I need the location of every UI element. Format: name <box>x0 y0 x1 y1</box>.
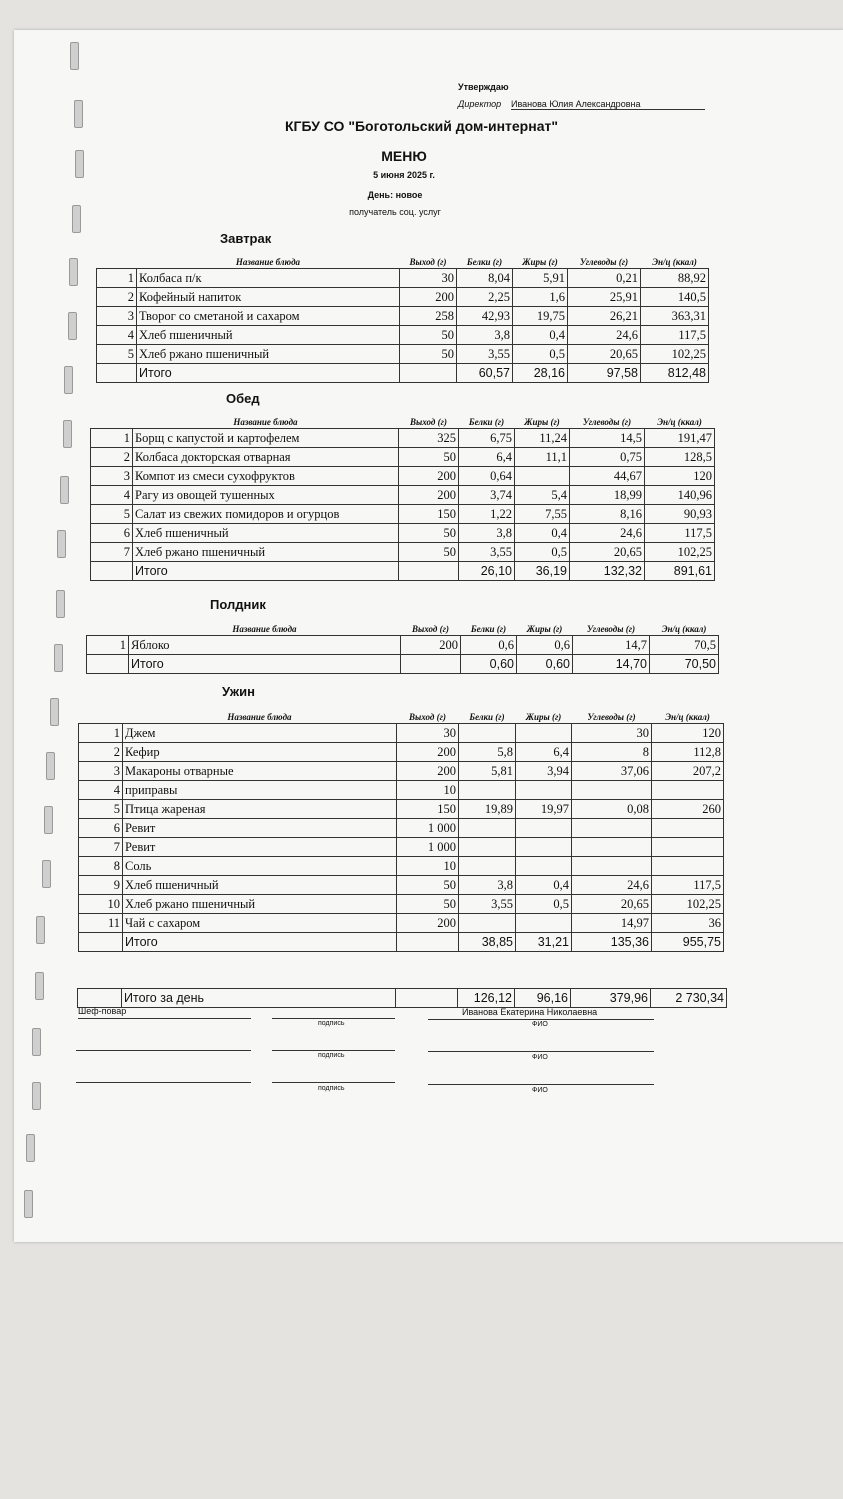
row-number: 2 <box>91 448 133 467</box>
total-protein: 0,60 <box>461 655 517 674</box>
dish-name: Кефир <box>123 743 397 762</box>
row-number: 7 <box>91 543 133 562</box>
dish-energy <box>652 838 724 857</box>
dish-energy: 120 <box>645 467 715 486</box>
dish-protein: 3,55 <box>457 345 513 364</box>
dish-yield: 325 <box>399 429 459 448</box>
dish-energy: 191,47 <box>645 429 715 448</box>
table-header <box>87 623 719 636</box>
row-number: 7 <box>79 838 123 857</box>
dish-energy: 117,5 <box>652 876 724 895</box>
dish-fat: 5,91 <box>513 269 568 288</box>
dish-protein: 3,55 <box>459 543 515 562</box>
dish-yield: 10 <box>397 857 459 876</box>
dish-protein: 0,64 <box>459 467 515 486</box>
fio-caption: ФИО <box>532 1021 548 1028</box>
dish-carbs: 44,67 <box>570 467 645 486</box>
row-number: 3 <box>97 307 137 326</box>
dish-carbs: 24,6 <box>568 326 641 345</box>
table-row <box>79 838 724 857</box>
dish-protein <box>459 724 516 743</box>
dish-protein: 3,55 <box>459 895 516 914</box>
table-row <box>97 326 709 345</box>
col-protein-header: Белки (г) <box>468 417 505 427</box>
row-number: 4 <box>79 781 123 800</box>
day-total-energy: 2 730,34 <box>651 989 727 1008</box>
dish-fat: 6,4 <box>516 743 572 762</box>
dish-yield: 50 <box>400 326 457 345</box>
dish-name: Колбаса докторская отварная <box>133 448 399 467</box>
col-energy-header: Эн/ц (ккал) <box>665 712 710 722</box>
row-number: 11 <box>79 914 123 933</box>
col-carbs-header: Углеводы (г) <box>586 624 636 634</box>
dish-carbs: 20,65 <box>570 543 645 562</box>
total-label: Итого <box>137 364 400 383</box>
dish-name: Хлеб ржано пшеничный <box>137 345 400 364</box>
table-row <box>79 800 724 819</box>
dish-name: Хлеб пшеничный <box>133 524 399 543</box>
dish-carbs: 24,6 <box>572 876 652 895</box>
dish-yield: 30 <box>400 269 457 288</box>
col-protein-header: Белки (г) <box>470 624 507 634</box>
dish-yield: 30 <box>397 724 459 743</box>
dish-name: приправы <box>123 781 397 800</box>
dish-yield: 150 <box>399 505 459 524</box>
dish-energy: 120 <box>652 724 724 743</box>
table-row <box>97 345 709 364</box>
dish-fat <box>516 857 572 876</box>
dish-energy: 140,96 <box>645 486 715 505</box>
col-protein-header: Белки (г) <box>469 712 505 722</box>
dish-protein <box>459 819 516 838</box>
dish-carbs: 18,99 <box>570 486 645 505</box>
dish-carbs <box>572 819 652 838</box>
sign-caption: подпись <box>318 1085 345 1092</box>
dish-fat: 0,4 <box>513 326 568 345</box>
menu-day: День: новое <box>367 190 423 200</box>
dish-fat <box>515 467 570 486</box>
dish-energy: 90,93 <box>645 505 715 524</box>
dish-yield: 50 <box>399 448 459 467</box>
dish-fat: 11,1 <box>515 448 570 467</box>
total-carbs: 14,70 <box>573 655 650 674</box>
col-carbs-header: Углеводы (г) <box>579 257 629 267</box>
total-carbs: 97,58 <box>568 364 641 383</box>
dish-yield: 50 <box>399 524 459 543</box>
table-row <box>91 429 715 448</box>
row-number: 6 <box>91 524 133 543</box>
dish-protein <box>459 838 516 857</box>
dish-yield: 50 <box>399 543 459 562</box>
day-total-label: Итого за день <box>122 989 396 1008</box>
total-row <box>79 933 724 952</box>
col-energy-header: Эн/ц (ккал) <box>657 417 702 427</box>
col-yield-header: Выход (г) <box>410 417 447 427</box>
row-number: 2 <box>97 288 137 307</box>
col-yield-header: Выход (г) <box>412 624 449 634</box>
dish-carbs: 20,65 <box>568 345 641 364</box>
dish-name: Хлеб пшеничный <box>137 326 400 345</box>
snack-table <box>86 623 719 674</box>
table-row <box>79 876 724 895</box>
day-total-table <box>77 988 727 1008</box>
dish-fat <box>516 838 572 857</box>
row-number: 3 <box>91 467 133 486</box>
chef-name: Иванова Екатерина Николаевна <box>462 1007 598 1017</box>
col-fat-header: Жиры (г) <box>525 712 562 722</box>
dish-protein: 5,8 <box>459 743 516 762</box>
total-label: Итого <box>133 562 399 581</box>
table-row <box>79 743 724 762</box>
dish-fat: 0,4 <box>515 524 570 543</box>
table-row <box>91 486 715 505</box>
row-number: 10 <box>79 895 123 914</box>
lunch-table <box>90 416 715 581</box>
day-total-fat: 96,16 <box>515 989 571 1008</box>
dish-name: Борщ с капустой и картофелем <box>133 429 399 448</box>
fio-caption: ФИО <box>532 1087 548 1094</box>
dish-protein: 2,25 <box>457 288 513 307</box>
dish-name: Хлеб ржано пшеничный <box>133 543 399 562</box>
dish-protein: 3,74 <box>459 486 515 505</box>
dish-energy: 117,5 <box>641 326 709 345</box>
dish-protein: 0,6 <box>461 636 517 655</box>
total-energy: 955,75 <box>652 933 724 952</box>
dish-energy: 88,92 <box>641 269 709 288</box>
col-name-header: Название блюда <box>232 624 297 634</box>
table-header <box>91 416 715 429</box>
dish-energy: 363,31 <box>641 307 709 326</box>
dish-fat: 7,55 <box>515 505 570 524</box>
dish-fat <box>516 914 572 933</box>
dish-protein <box>459 914 516 933</box>
dish-carbs: 8,16 <box>570 505 645 524</box>
dish-energy <box>652 781 724 800</box>
dish-name: Колбаса п/к <box>137 269 400 288</box>
row-number: 1 <box>79 724 123 743</box>
total-carbs: 135,36 <box>572 933 652 952</box>
total-energy: 891,61 <box>645 562 715 581</box>
dinner-table <box>78 711 724 952</box>
col-carbs-header: Углеводы (г) <box>582 417 632 427</box>
dish-name: Компот из смеси сухофруктов <box>133 467 399 486</box>
dish-name: Салат из свежих помидоров и огурцов <box>133 505 399 524</box>
table-row <box>97 269 709 288</box>
dish-yield: 200 <box>397 914 459 933</box>
row-number: 5 <box>79 800 123 819</box>
row-number: 8 <box>79 857 123 876</box>
dish-name: Хлеб ржано пшеничный <box>123 895 397 914</box>
total-energy: 812,48 <box>641 364 709 383</box>
dish-yield: 1 000 <box>397 838 459 857</box>
chef-label: Шеф-повар <box>78 1006 127 1016</box>
dish-carbs: 26,21 <box>568 307 641 326</box>
dish-protein <box>459 857 516 876</box>
dish-fat: 3,94 <box>516 762 572 781</box>
dish-energy: 128,5 <box>645 448 715 467</box>
dish-yield: 200 <box>397 762 459 781</box>
dish-yield: 50 <box>400 345 457 364</box>
day-total-protein: 126,12 <box>458 989 515 1008</box>
dish-energy: 117,5 <box>645 524 715 543</box>
organization-name: КГБУ СО "Боготольский дом-интернат" <box>285 118 558 134</box>
total-energy: 70,50 <box>650 655 719 674</box>
dish-yield: 150 <box>397 800 459 819</box>
dish-yield: 200 <box>397 743 459 762</box>
col-name-header: Название блюда <box>233 417 298 427</box>
row-number: 9 <box>79 876 123 895</box>
dish-name: Хлеб пшеничный <box>123 876 397 895</box>
total-protein: 38,85 <box>459 933 516 952</box>
col-fat-header: Жиры (г) <box>524 417 560 427</box>
dish-carbs: 14,7 <box>573 636 650 655</box>
table-row <box>91 543 715 562</box>
day-total-row <box>78 989 727 1008</box>
dish-energy <box>652 819 724 838</box>
breakfast-table <box>96 256 709 383</box>
dish-fat: 19,75 <box>513 307 568 326</box>
dish-yield: 10 <box>397 781 459 800</box>
dinner-title: Ужин <box>222 684 255 699</box>
col-protein-header: Белки (г) <box>466 257 503 267</box>
dish-energy: 260 <box>652 800 724 819</box>
dish-energy <box>652 857 724 876</box>
page-title: МЕНЮ <box>381 148 427 164</box>
dish-name: Соль <box>123 857 397 876</box>
table-row <box>91 505 715 524</box>
dish-fat: 0,5 <box>513 345 568 364</box>
dish-fat: 0,4 <box>516 876 572 895</box>
dish-protein <box>459 781 516 800</box>
table-row <box>97 288 709 307</box>
dish-protein: 3,8 <box>459 876 516 895</box>
col-fat-header: Жиры (г) <box>522 257 558 267</box>
table-row <box>79 762 724 781</box>
dish-carbs <box>572 781 652 800</box>
dish-carbs: 0,08 <box>572 800 652 819</box>
col-name-header: Название блюда <box>235 257 301 267</box>
col-name-header: Название блюда <box>227 712 292 722</box>
total-row <box>97 364 709 383</box>
dish-energy: 140,5 <box>641 288 709 307</box>
dish-fat <box>516 724 572 743</box>
total-row <box>91 562 715 581</box>
total-label: Итого <box>123 933 397 952</box>
col-yield-header: Выход (г) <box>409 257 447 267</box>
dish-name: Макароны отварные <box>123 762 397 781</box>
dish-carbs <box>572 838 652 857</box>
fio-caption: ФИО <box>532 1054 548 1061</box>
dish-fat: 0,5 <box>515 543 570 562</box>
row-number: 5 <box>97 345 137 364</box>
dish-name: Яблоко <box>129 636 401 655</box>
col-fat-header: Жиры (г) <box>526 624 563 634</box>
total-fat: 0,60 <box>517 655 573 674</box>
dish-carbs: 0,21 <box>568 269 641 288</box>
dish-fat: 19,97 <box>516 800 572 819</box>
dish-protein: 6,4 <box>459 448 515 467</box>
approve-label: Утверждаю <box>458 82 509 92</box>
table-row <box>91 448 715 467</box>
table-row <box>97 307 709 326</box>
row-number: 6 <box>79 819 123 838</box>
col-yield-header: Выход (г) <box>409 712 446 722</box>
dish-energy: 70,5 <box>650 636 719 655</box>
total-protein: 26,10 <box>459 562 515 581</box>
dish-carbs: 25,91 <box>568 288 641 307</box>
row-number: 1 <box>91 429 133 448</box>
sign-caption: подпись <box>318 1052 345 1059</box>
menu-date: 5 июня 2025 г. <box>373 170 435 180</box>
sign-caption: подпись <box>318 1020 345 1027</box>
breakfast-title: Завтрак <box>220 231 272 246</box>
dish-protein: 1,22 <box>459 505 515 524</box>
dish-protein: 6,75 <box>459 429 515 448</box>
dish-energy: 102,25 <box>645 543 715 562</box>
lunch-title: Обед <box>226 391 260 406</box>
table-row <box>79 781 724 800</box>
menu-recipient: получатель соц. услуг <box>349 207 441 217</box>
dish-name: Джем <box>123 724 397 743</box>
dish-energy: 36 <box>652 914 724 933</box>
table-row <box>79 724 724 743</box>
dish-yield: 200 <box>401 636 461 655</box>
dish-yield: 200 <box>400 288 457 307</box>
dish-name: Ревит <box>123 819 397 838</box>
total-fat: 28,16 <box>513 364 568 383</box>
director-name: Иванова Юлия Александровна <box>511 99 705 110</box>
dish-name: Ревит <box>123 838 397 857</box>
dish-fat: 1,6 <box>513 288 568 307</box>
total-fat: 31,21 <box>516 933 572 952</box>
row-number: 2 <box>79 743 123 762</box>
table-header <box>79 711 724 724</box>
dish-energy: 102,25 <box>641 345 709 364</box>
dish-fat <box>516 819 572 838</box>
dish-protein: 5,81 <box>459 762 516 781</box>
dish-protein: 3,8 <box>457 326 513 345</box>
table-row <box>87 636 719 655</box>
table-row <box>79 857 724 876</box>
row-number: 4 <box>91 486 133 505</box>
dish-carbs: 8 <box>572 743 652 762</box>
dish-carbs: 37,06 <box>572 762 652 781</box>
dish-energy: 102,25 <box>652 895 724 914</box>
dish-carbs: 30 <box>572 724 652 743</box>
dish-protein: 8,04 <box>457 269 513 288</box>
row-number: 4 <box>97 326 137 345</box>
col-energy-header: Эн/ц (ккал) <box>661 624 707 634</box>
dish-name: Творог со сметаной и сахаром <box>137 307 400 326</box>
total-label: Итого <box>129 655 401 674</box>
dish-carbs: 14,97 <box>572 914 652 933</box>
dish-energy: 207,2 <box>652 762 724 781</box>
dish-energy: 112,8 <box>652 743 724 762</box>
dish-protein: 3,8 <box>459 524 515 543</box>
row-number: 5 <box>91 505 133 524</box>
director-label: Директор <box>458 99 502 109</box>
dish-carbs: 14,5 <box>570 429 645 448</box>
dish-yield: 50 <box>397 876 459 895</box>
table-row <box>91 467 715 486</box>
dish-name: Птица жареная <box>123 800 397 819</box>
row-number: 1 <box>97 269 137 288</box>
dish-fat: 0,6 <box>517 636 573 655</box>
dish-yield: 1 000 <box>397 819 459 838</box>
row-number: 3 <box>79 762 123 781</box>
dish-carbs <box>572 857 652 876</box>
row-number: 1 <box>87 636 129 655</box>
dish-carbs: 24,6 <box>570 524 645 543</box>
dish-protein: 19,89 <box>459 800 516 819</box>
dish-name: Кофейный напиток <box>137 288 400 307</box>
col-carbs-header: Углеводы (г) <box>587 712 636 722</box>
dish-carbs: 0,75 <box>570 448 645 467</box>
table-row <box>79 819 724 838</box>
table-header <box>97 256 709 269</box>
dish-yield: 200 <box>399 467 459 486</box>
table-row <box>79 914 724 933</box>
total-row <box>87 655 719 674</box>
total-carbs: 132,32 <box>570 562 645 581</box>
dish-protein: 42,93 <box>457 307 513 326</box>
day-total-carbs: 379,96 <box>571 989 651 1008</box>
dish-yield: 50 <box>397 895 459 914</box>
dish-name: Рагу из овощей тушенных <box>133 486 399 505</box>
total-fat: 36,19 <box>515 562 570 581</box>
table-row <box>91 524 715 543</box>
table-row <box>79 895 724 914</box>
total-protein: 60,57 <box>457 364 513 383</box>
snack-title: Полдник <box>210 597 266 612</box>
dish-yield: 200 <box>399 486 459 505</box>
dish-yield: 258 <box>400 307 457 326</box>
dish-fat: 11,24 <box>515 429 570 448</box>
dish-fat <box>516 781 572 800</box>
dish-carbs: 20,65 <box>572 895 652 914</box>
dish-fat: 5,4 <box>515 486 570 505</box>
dish-fat: 0,5 <box>516 895 572 914</box>
col-energy-header: Эн/ц (ккал) <box>652 257 697 267</box>
dish-name: Чай с сахаром <box>123 914 397 933</box>
